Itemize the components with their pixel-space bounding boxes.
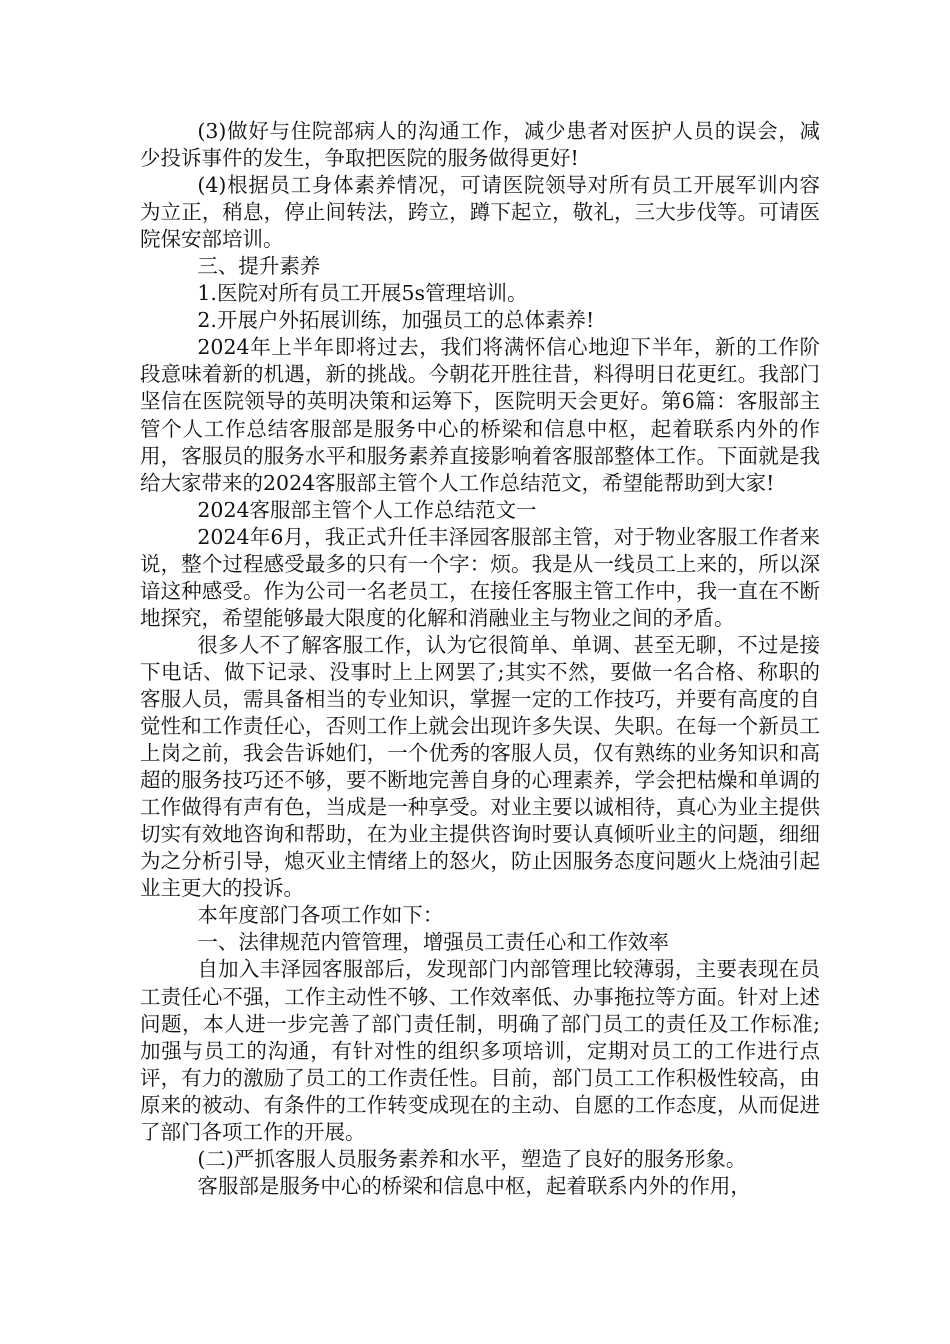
section-heading-service-quality: (二)严抓客服人员服务素养和水平，塑造了良好的服务形象。 — [197, 1146, 747, 1171]
paragraph-summary: 2024年上半年即将过去，我们将满怀信心地迎下半年，新的工作阶段意味着新的机遇，新的挑战。今朝花开胜往昔，料得明日花更红。我部门坚信在医院领导的英明决策和运筹下，医院明天会更好。第6篇：客服部主管个人工作总结客服部是服务中心的桥梁和信息中枢，起着联系内外的作用，客服员的服务水平和服务素养直接影响着客服部整体工作。下面就是我给大家带来的2024客服部主管个人工作总结范文，希望能帮助到大家! — [140, 335, 820, 495]
paragraph-2: (4)根据员工身体素养情况，可请医院领导对所有员工开展军训内容为立正，稍息，停止间转法，跨立，蹲下起立，敬礼，三大步伐等。可请医院保安部培训。 — [140, 173, 820, 252]
paragraph-bridge: 客服部是服务中心的桥梁和信息中枢，起着联系内外的作用， — [197, 1173, 751, 1198]
section-heading-improve-quality: 三、提升素养 — [197, 254, 321, 279]
paragraph-promotion: 2024年6月，我正式升任丰泽园客服部主管，对于物业客服工作者来说，整个过程感受最多的只有一个字：烦。我是从一线员工上来的，所以深谙这种感受。作为公司一名老员工，在接任客服主管工作中，我一直在不断地探究，希望能够最大限度的化解和消融业主与物业之间的矛盾。 — [140, 524, 820, 630]
section-heading-management: 一、法律规范内管管理，增强员工责任心和工作效率 — [197, 930, 669, 955]
subtitle-sample-one: 2024客服部主管个人工作总结范文一 — [197, 497, 537, 522]
paragraph-customer-service: 很多人不了解客服工作，认为它很简单、单调、甚至无聊，不过是接下电话、做下记录、没事时上上网罢了;其实不然，要做一名合格、称职的客服人员，需具备相当的专业知识，掌握一定的工作技巧，并要有高度的自觉性和工作责任心，否则工作上就会出现许多失误、失职。在每一个新员工上岗之前，我会告诉她们，一个优秀的客服人员，仅有熟练的业务知识和高超的服务技巧还不够，要不断地完善自身的心理素养，学会把枯燥和单调的工作做得有声有色，当成是一种享受。对业主要以诚相待，真心为业主提供切实有效地咨询和帮助，在为业主提供咨询时要认真倾听业主的问题，细细为之分析引导，熄灭业主情绪上的怒火，防止因服务态度问题火上烧油引起业主更大的投诉。 — [140, 632, 820, 901]
paragraph-annual-work: 本年度部门各项工作如下： — [197, 903, 444, 928]
paragraph-1: (3)做好与住院部病人的沟通工作，减少患者对医护人员的误会，减少投诉事件的发生，争取把医院的服务做得更好! — [140, 119, 820, 171]
list-item-1: 1.医院对所有员工开展5s管理培训。 — [197, 281, 528, 306]
list-item-2: 2.开展户外拓展训练，加强员工的总体素养! — [197, 308, 595, 333]
paragraph-management: 自加入丰泽园客服部后，发现部门内部管理比较薄弱，主要表现在员工责任心不强，工作主动性不够、工作效率低、办事拖拉等方面。针对上述问题，本人进一步完善了部门责任制，明确了部门员工的责任及工作标准;加强与员工的沟通，有针对性的组织多项培训，定期对员工的工作进行点评，有力的激励了员工的工作责任性。目前，部门员工工作积极性较高，由原来的被动、有条件的工作转变成现在的主动、自愿的工作态度，从而促进了部门各项工作的开展。 — [140, 957, 820, 1144]
document-body — [140, 118, 820, 1200]
